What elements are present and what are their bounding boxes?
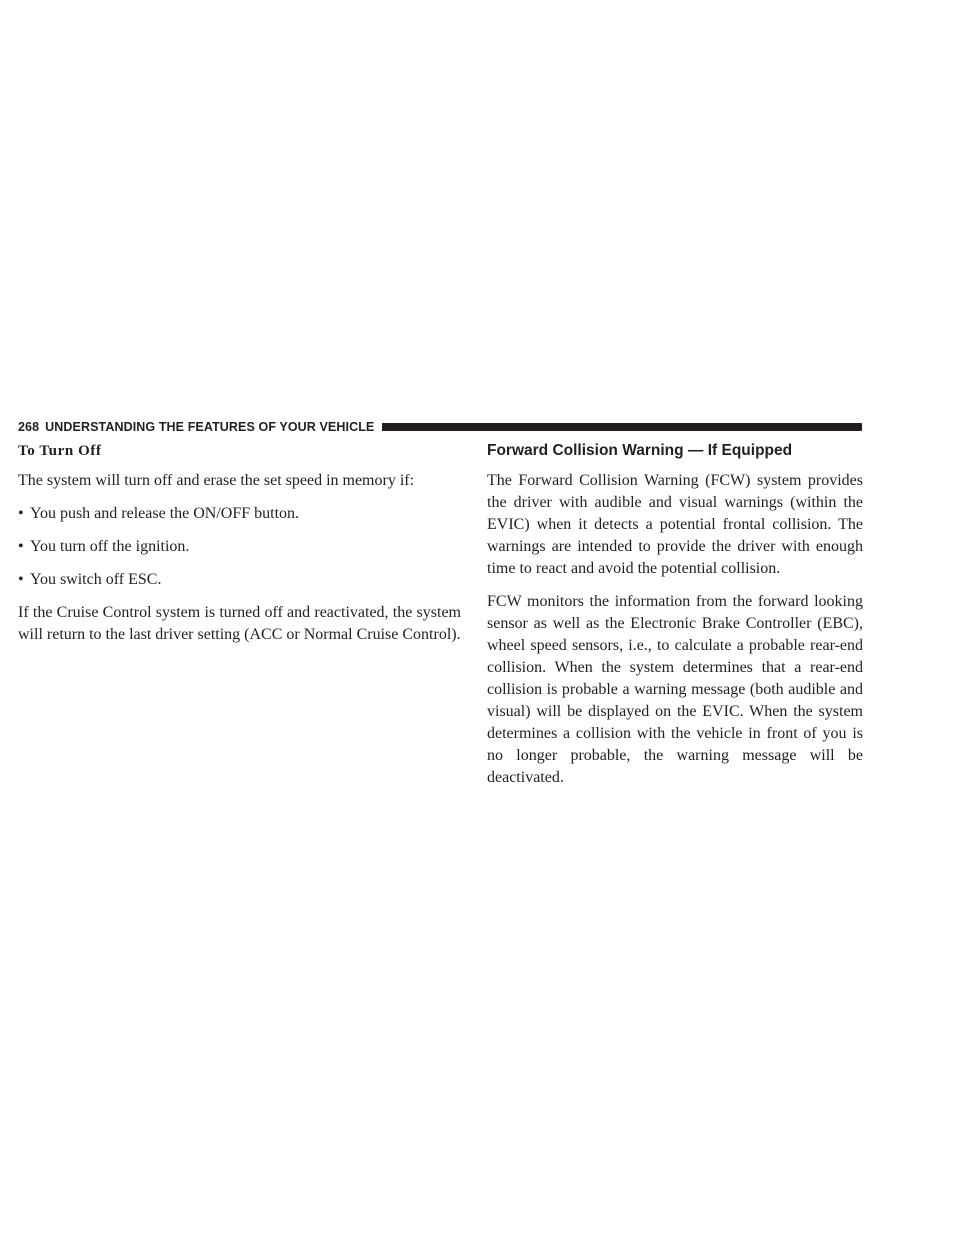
list-item [18, 569, 461, 591]
bullet-icon: • [18, 538, 24, 555]
section-heading-turn-off: To Turn Off [18, 443, 102, 459]
bullet-list [18, 503, 461, 591]
left-column [18, 441, 461, 657]
paragraph-fcw-1: The Forward Collision Warning (FCW) system provides the driver with audible and visual warnings (within the EVIC) when it detects a potential frontal collision. The warnings are intended to provide the driver with enough time to react and avoid the potential collision. [487, 472, 863, 577]
page-number: 268 [18, 420, 40, 434]
list-item-text: You push and release the ON/OFF button. [30, 505, 300, 522]
chapter-title: UNDERSTANDING THE FEATURES OF YOUR VEHICLE [45, 420, 375, 434]
list-item-text: You switch off ESC. [30, 571, 162, 588]
page-header [18, 419, 862, 435]
bullet-icon: • [18, 571, 24, 588]
list-item [18, 503, 461, 525]
paragraph-closing: If the Cruise Control system is turned off and reactivated, the system will return to the last driver setting (ACC or Normal Cruise Control). [18, 604, 461, 643]
right-column [487, 441, 863, 800]
section-heading-fcw: Forward Collision Warning — If Equipped [487, 442, 793, 459]
header-rule [382, 423, 862, 431]
list-item-text: You turn off the ignition. [30, 538, 190, 555]
list-item [18, 536, 461, 558]
paragraph-intro: The system will turn off and erase the set speed in memory if: [18, 472, 415, 489]
bullet-icon: • [18, 505, 24, 522]
paragraph-fcw-2: FCW monitors the information from the forward looking sensor as well as the Electronic Brake Controller (EBC), wheel speed sensors, i.e., to calculate a probable rear-end collision. When the system determines that a rear-end collision is probable a warning message (both audible and visual) will be displayed on the EVIC. When the system determines a collision with the vehicle in front of you is no longer probable, the warning message will be deactivated. [487, 593, 863, 786]
